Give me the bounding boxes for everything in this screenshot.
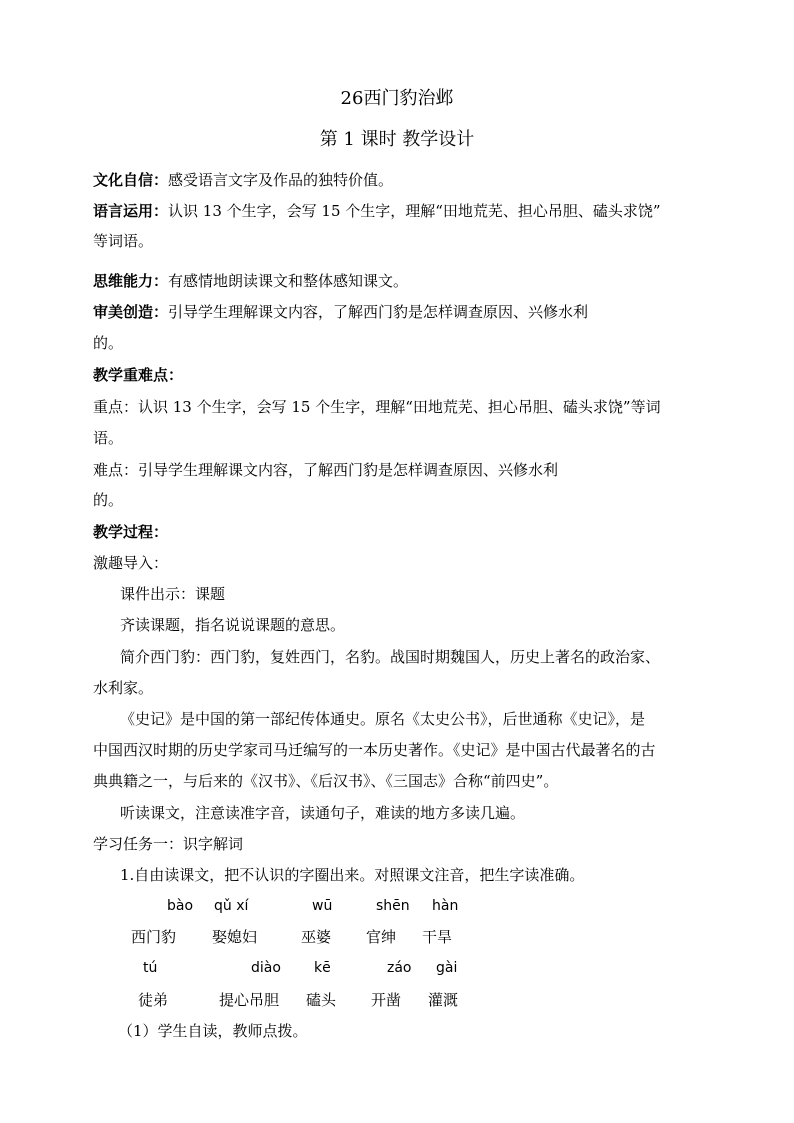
- process-p1: 课件出示：课题: [120, 585, 226, 603]
- goal-aesthetic-cont: 的。: [93, 334, 124, 352]
- word-ketou: 磕头: [306, 991, 337, 1009]
- process-p4-line2: 中国西汉时期的历史学家司马迁编写的一本历史著作。《史记》是中国古代最著名的古: [93, 741, 656, 759]
- goal-language: [93, 201, 661, 221]
- difficult-point-line1: 难点：引导学生理解课文内容，了解西门豹是怎样调查原因、兴修水利: [93, 461, 559, 479]
- goal-aesthetic: [93, 302, 588, 322]
- process-heading: 教学过程：: [93, 523, 169, 541]
- pinyin-wu: wū: [312, 898, 333, 914]
- word-guanshen: 官绅: [366, 928, 397, 946]
- pinyin-quxi: qǔ xí: [214, 898, 249, 914]
- pinyin-bao: bào: [167, 898, 194, 914]
- process-p5: 听读课文，注意读准字音，读通句子，难读的地方多读几遍。: [120, 804, 526, 822]
- goal-thinking-label: 思维能力：: [93, 272, 169, 290]
- process-p3-line2: 水利家。: [93, 679, 154, 697]
- goal-thinking-text: 有感情地朗读课文和整体感知课文。: [168, 272, 409, 290]
- goal-language-text: 认识 13 个生字，会写 15 个生字，理解“田地荒芜、担心吊胆、磕头求饶”: [168, 202, 661, 220]
- goal-thinking: [93, 271, 408, 291]
- goal-aesthetic-text: 引导学生理解课文内容，了解西门豹是怎样调查原因、兴修水利: [168, 303, 589, 321]
- goal-culture: [93, 170, 393, 190]
- document-subtitle: 第 1 课时 教学设计: [319, 129, 475, 150]
- goal-culture-text: 感受语言文字及作品的独特价值。: [168, 171, 394, 189]
- document-title: 26西门豹治邺: [340, 88, 454, 109]
- pinyin-diao: diào: [251, 960, 281, 976]
- process-final: （1）学生自读，教师点拨。: [118, 1022, 308, 1040]
- word-tudi: 徒弟: [138, 991, 169, 1009]
- key-point-line1: 重点：认识 13 个生字，会写 15 个生字，理解“田地荒芜、担心吊胆、磕头求饶”等词: [93, 398, 661, 416]
- word-ganhan: 干旱: [422, 928, 453, 946]
- task1-heading: 学习任务一：识字解词: [93, 835, 244, 853]
- process-p4-line1: 《史记》是中国的第一部纪传体通史。原名《太史公书》，后世通称《史记》，是: [120, 710, 646, 728]
- key-points-heading: 教学重难点：: [93, 366, 184, 384]
- process-p2: 齐读课题，指名说说课题的意思。: [120, 616, 346, 634]
- word-wupo: 巫婆: [301, 928, 332, 946]
- difficult-point-line2: 的。: [93, 491, 124, 509]
- process-p4-line3: 典典籍之一，与后来的《汉书》、《后汉书》、《三国志》合称“前四史”。: [93, 772, 559, 790]
- word-kaizao: 开凿: [371, 991, 402, 1009]
- word-tixindiaodan: 提心吊胆: [219, 991, 280, 1009]
- process-intro: 激趣导入：: [93, 554, 169, 572]
- pinyin-tu: tú: [143, 960, 158, 976]
- goal-language-cont: 等词语。: [93, 232, 154, 250]
- word-ximenbao: 西门豹: [131, 928, 177, 946]
- goal-aesthetic-label: 审美创造：: [93, 303, 169, 321]
- pinyin-shen: shēn: [376, 898, 410, 914]
- pinyin-han: hàn: [432, 898, 459, 914]
- key-point-line2: 语。: [93, 429, 124, 447]
- process-p3-line1: 简介西门豹：西门豹，复姓西门，名豹。战国时期魏国人，历史上著名的政治家、: [120, 648, 661, 666]
- goal-language-label: 语言运用：: [93, 202, 169, 220]
- word-quxifu: 娶媳妇: [212, 928, 258, 946]
- goal-culture-label: 文化自信：: [93, 171, 169, 189]
- task1-item1: 1.自由读课文，把不认识的字圈出来。对照课文注音，把生字读准确。: [120, 866, 585, 884]
- pinyin-gai: gài: [436, 960, 458, 976]
- word-guangai: 灌溉: [428, 991, 459, 1009]
- pinyin-ke: kē: [314, 960, 331, 976]
- pinyin-zao: záo: [387, 960, 412, 976]
